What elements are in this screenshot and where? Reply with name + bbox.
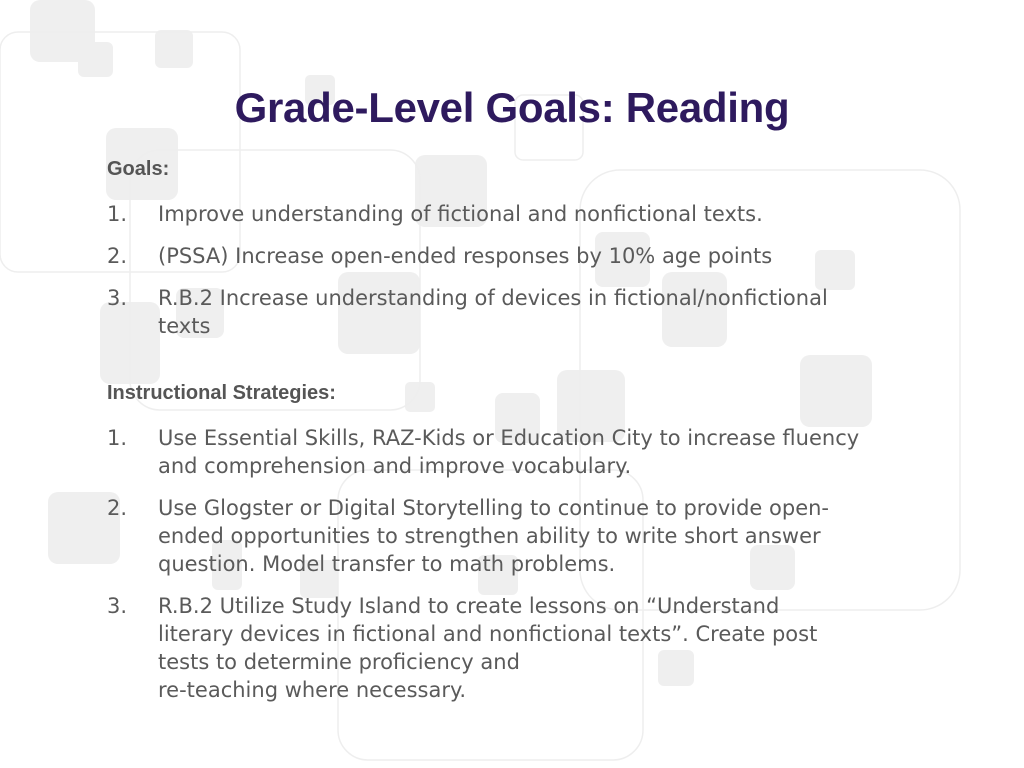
goals-heading: Goals: xyxy=(107,158,170,180)
list-item xyxy=(107,494,957,578)
list-item-text: Use Essential Skills, RAZ-Kids or Education City to increase fluency and comprehension and improve vocabulary. xyxy=(158,426,860,478)
list-item-number: 2. xyxy=(107,496,128,520)
list-item-text: (PSSA) Increase open-ended responses by 10% age points xyxy=(158,244,773,268)
list-item xyxy=(107,592,957,704)
slide-title: Grade-Level Goals: Reading xyxy=(234,84,790,131)
list-item-text: Use Glogster or Digital Storytelling to continue to provide open- ended opportunities to strengthen ability to write short answer question. Model transfer to math problems. xyxy=(158,496,830,576)
list-item xyxy=(107,424,957,480)
list-item xyxy=(107,284,957,340)
goals-list xyxy=(107,200,957,354)
list-item xyxy=(107,200,957,228)
list-item-number: 1. xyxy=(107,426,128,450)
list-item-text: Improve understanding of fictional and nonfictional texts. xyxy=(158,202,763,226)
list-item-number: 3. xyxy=(107,594,128,618)
list-item-number: 1. xyxy=(107,202,128,226)
list-item xyxy=(107,242,957,270)
list-item-number: 3. xyxy=(107,286,128,310)
list-item-text: R.B.2 Utilize Study Island to create lessons on “Understand literary devices in fictional and nonfictional texts”. Create post tests to determine proficiency and re-teaching where necessary. xyxy=(158,594,818,702)
strategies-heading: Instructional Strategies: xyxy=(107,382,336,404)
list-item-number: 2. xyxy=(107,244,128,268)
strategies-list xyxy=(107,424,957,718)
list-item-text: R.B.2 Increase understanding of devices in fictional/nonfictional texts xyxy=(158,286,828,338)
